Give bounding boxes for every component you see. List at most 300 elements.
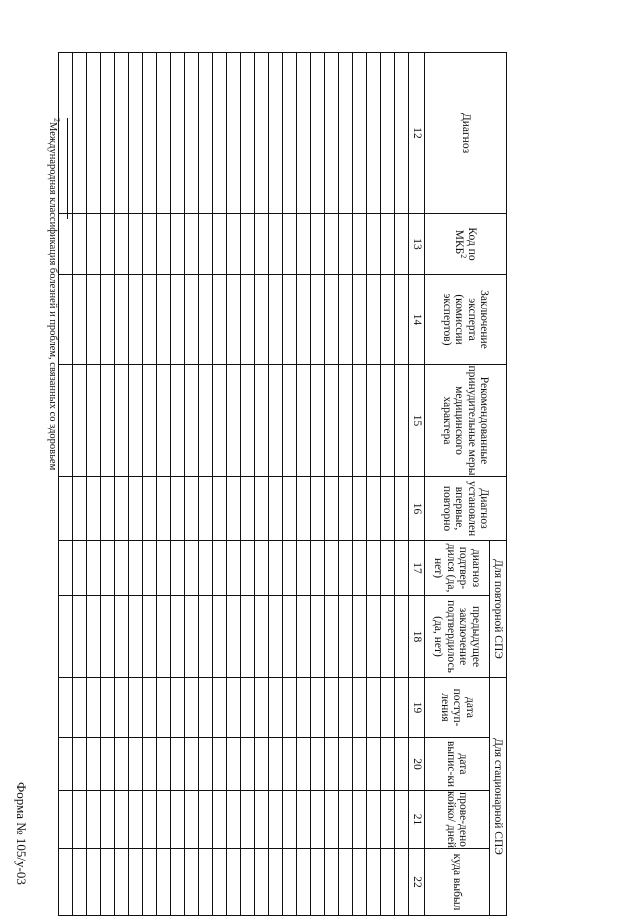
empty-cell <box>353 738 367 791</box>
empty-cell <box>87 678 101 738</box>
empty-cell <box>171 596 185 678</box>
footnote-rule <box>67 118 68 219</box>
empty-cell <box>311 791 325 849</box>
empty-cell <box>143 275 157 365</box>
empty-cell <box>157 214 171 275</box>
empty-cell <box>297 214 311 275</box>
empty-cell <box>297 791 311 849</box>
col-number: 12 <box>409 53 425 214</box>
empty-cell <box>325 596 339 678</box>
empty-cell <box>73 365 87 477</box>
table-row <box>353 53 367 916</box>
table-row <box>87 53 101 916</box>
empty-cell <box>353 541 367 596</box>
empty-cell <box>199 596 213 678</box>
empty-cell <box>255 596 269 678</box>
empty-cell <box>115 365 129 477</box>
empty-cell <box>241 596 255 678</box>
footnote: $^2$Международная классификация болезней и проблем, связанных со здоровьем <box>47 118 62 471</box>
empty-cell <box>87 275 101 365</box>
column-number-row <box>409 53 425 916</box>
empty-cell <box>241 791 255 849</box>
empty-cell <box>395 365 409 477</box>
col-number: 20 <box>409 738 425 791</box>
empty-cell <box>185 678 199 738</box>
empty-cell <box>395 53 409 214</box>
empty-cell <box>115 541 129 596</box>
empty-cell <box>115 849 129 916</box>
form-number: Форма № 105/у-03 <box>14 782 29 885</box>
table-row <box>59 53 73 916</box>
empty-cell <box>227 214 241 275</box>
empty-cell <box>381 791 395 849</box>
empty-cell <box>297 275 311 365</box>
empty-cell <box>255 678 269 738</box>
empty-cell <box>59 541 73 596</box>
col-number: 18 <box>409 596 425 678</box>
empty-cell <box>227 738 241 791</box>
empty-cell <box>381 738 395 791</box>
empty-cell <box>87 738 101 791</box>
empty-cell <box>129 791 143 849</box>
empty-cell <box>101 214 115 275</box>
empty-cell <box>59 849 73 916</box>
empty-cell <box>311 849 325 916</box>
empty-cell <box>185 53 199 214</box>
empty-cell <box>311 678 325 738</box>
empty-cell <box>325 365 339 477</box>
empty-cell <box>269 214 283 275</box>
empty-cell <box>241 678 255 738</box>
table-row <box>199 53 213 916</box>
empty-cell <box>311 477 325 541</box>
empty-cell <box>311 365 325 477</box>
empty-cell <box>157 791 171 849</box>
empty-cell <box>255 53 269 214</box>
empty-cell <box>73 477 87 541</box>
empty-cell <box>283 214 297 275</box>
empty-cell <box>199 738 213 791</box>
empty-cell <box>213 275 227 365</box>
empty-cell <box>241 275 255 365</box>
empty-cell <box>269 678 283 738</box>
empty-cell <box>353 596 367 678</box>
empty-cell <box>73 849 87 916</box>
empty-cell <box>339 596 353 678</box>
empty-cell <box>143 596 157 678</box>
empty-cell <box>367 541 381 596</box>
empty-cell <box>297 365 311 477</box>
empty-cell <box>171 849 185 916</box>
empty-cell <box>227 275 241 365</box>
empty-cell <box>353 791 367 849</box>
empty-cell <box>339 53 353 214</box>
empty-cell <box>115 738 129 791</box>
empty-cell <box>157 738 171 791</box>
col-header-destination: куда выбыл <box>425 849 490 916</box>
empty-cell <box>59 53 73 214</box>
col-number: 14 <box>409 275 425 365</box>
empty-cell <box>367 53 381 214</box>
empty-cell <box>157 678 171 738</box>
empty-cell <box>115 678 129 738</box>
empty-cell <box>115 214 129 275</box>
empty-cell <box>269 365 283 477</box>
empty-cell <box>171 678 185 738</box>
empty-cell <box>297 738 311 791</box>
empty-cell <box>241 541 255 596</box>
empty-cell <box>367 477 381 541</box>
table-row <box>227 53 241 916</box>
empty-cell <box>115 477 129 541</box>
empty-cell <box>185 541 199 596</box>
empty-cell <box>157 275 171 365</box>
col-header-previous-conclusion: предыдущее заключение подтвердилось (да, нет) <box>425 596 490 678</box>
empty-cell <box>381 275 395 365</box>
table-row <box>115 53 129 916</box>
empty-cell <box>367 214 381 275</box>
empty-cell <box>339 678 353 738</box>
empty-cell <box>101 541 115 596</box>
empty-cell <box>73 791 87 849</box>
empty-cell <box>381 53 395 214</box>
empty-cell <box>171 477 185 541</box>
empty-cell <box>115 596 129 678</box>
empty-cell <box>367 738 381 791</box>
empty-cell <box>283 849 297 916</box>
empty-cell <box>283 596 297 678</box>
empty-cell <box>213 365 227 477</box>
col-number: 21 <box>409 791 425 849</box>
empty-cell <box>395 214 409 275</box>
table-row <box>143 53 157 916</box>
empty-cell <box>311 541 325 596</box>
empty-cell <box>381 365 395 477</box>
col-header-diagnosis: Диагноз <box>425 53 507 214</box>
empty-cell <box>269 275 283 365</box>
empty-cell <box>227 53 241 214</box>
empty-cell <box>395 275 409 365</box>
empty-cell <box>59 791 73 849</box>
empty-cell <box>59 596 73 678</box>
empty-cell <box>367 849 381 916</box>
empty-cell <box>283 477 297 541</box>
empty-cell <box>353 477 367 541</box>
empty-cell <box>367 365 381 477</box>
register-table <box>58 52 507 916</box>
empty-cell <box>241 365 255 477</box>
empty-cell <box>325 541 339 596</box>
col-header-diagnosis-confirmed: диагноз подтвер-дился (да, нет) <box>425 541 490 596</box>
empty-cell <box>353 275 367 365</box>
col-number: 15 <box>409 365 425 477</box>
empty-cell <box>87 365 101 477</box>
empty-cell <box>325 791 339 849</box>
table-row <box>395 53 409 916</box>
empty-cell <box>325 214 339 275</box>
empty-cell <box>311 214 325 275</box>
empty-cell <box>129 541 143 596</box>
empty-cell <box>59 214 73 275</box>
empty-cell <box>381 596 395 678</box>
empty-cell <box>87 596 101 678</box>
empty-cell <box>101 791 115 849</box>
empty-cell <box>73 53 87 214</box>
empty-cell <box>87 477 101 541</box>
empty-cell <box>171 365 185 477</box>
empty-cell <box>325 849 339 916</box>
empty-cell <box>199 791 213 849</box>
empty-cell <box>73 596 87 678</box>
empty-cell <box>241 849 255 916</box>
empty-cell <box>129 365 143 477</box>
table-row <box>255 53 269 916</box>
empty-cell <box>227 849 241 916</box>
empty-cell <box>255 275 269 365</box>
empty-cell <box>325 477 339 541</box>
col-header-expert-conclusion: Заключение эксперта (комиссии экспертов) <box>425 275 507 365</box>
empty-cell <box>269 791 283 849</box>
empty-cell <box>171 541 185 596</box>
empty-cell <box>157 365 171 477</box>
empty-cell <box>283 541 297 596</box>
empty-cell <box>227 596 241 678</box>
empty-cell <box>381 678 395 738</box>
empty-cell <box>269 477 283 541</box>
empty-cell <box>395 791 409 849</box>
empty-cell <box>381 214 395 275</box>
empty-cell <box>199 678 213 738</box>
empty-cell <box>283 738 297 791</box>
empty-cell <box>353 53 367 214</box>
empty-cell <box>297 849 311 916</box>
empty-cell <box>73 275 87 365</box>
empty-cell <box>171 53 185 214</box>
empty-cell <box>269 849 283 916</box>
empty-cell <box>367 791 381 849</box>
empty-cell <box>59 365 73 477</box>
empty-cell <box>143 477 157 541</box>
empty-cell <box>283 791 297 849</box>
empty-cell <box>325 275 339 365</box>
empty-cell <box>269 738 283 791</box>
empty-cell <box>101 678 115 738</box>
col-header-recommended-measures: Рекомендованные принудительные меры медицинского характера <box>425 365 507 477</box>
empty-cell <box>87 214 101 275</box>
empty-cell <box>143 678 157 738</box>
empty-cell <box>87 791 101 849</box>
empty-cell <box>395 849 409 916</box>
empty-cell <box>213 214 227 275</box>
empty-cell <box>129 275 143 365</box>
empty-cell <box>395 477 409 541</box>
empty-cell <box>353 849 367 916</box>
empty-cell <box>59 477 73 541</box>
empty-cell <box>129 678 143 738</box>
empty-cell <box>115 275 129 365</box>
empty-cell <box>269 541 283 596</box>
empty-cell <box>171 738 185 791</box>
empty-cell <box>101 596 115 678</box>
empty-cell <box>129 53 143 214</box>
table-row <box>185 53 199 916</box>
empty-cell <box>199 849 213 916</box>
empty-cell <box>199 365 213 477</box>
group-header-repeat-spe: Для повторной СПЭ <box>490 541 507 678</box>
col-number: 22 <box>409 849 425 916</box>
empty-cell <box>241 53 255 214</box>
empty-cell <box>297 596 311 678</box>
col-header-discharge-date: дата выпис-ки <box>425 738 490 791</box>
empty-cell <box>283 53 297 214</box>
col-number: 16 <box>409 477 425 541</box>
col-number: 19 <box>409 678 425 738</box>
empty-cell <box>171 275 185 365</box>
empty-cell <box>185 214 199 275</box>
empty-cell <box>157 53 171 214</box>
empty-cell <box>339 275 353 365</box>
empty-cell <box>199 541 213 596</box>
empty-cell <box>297 541 311 596</box>
empty-cell <box>227 477 241 541</box>
empty-cell <box>367 678 381 738</box>
empty-cell <box>381 477 395 541</box>
table-row <box>311 53 325 916</box>
empty-cell <box>73 738 87 791</box>
empty-cell <box>171 214 185 275</box>
empty-cell <box>129 849 143 916</box>
col-number: 13 <box>409 214 425 275</box>
empty-cell <box>395 541 409 596</box>
empty-cell <box>87 849 101 916</box>
empty-cell <box>115 791 129 849</box>
empty-cell <box>339 849 353 916</box>
empty-cell <box>339 541 353 596</box>
table-row <box>157 53 171 916</box>
empty-cell <box>283 678 297 738</box>
empty-cell <box>283 365 297 477</box>
empty-cell <box>185 738 199 791</box>
empty-cell <box>255 214 269 275</box>
empty-cell <box>339 791 353 849</box>
empty-cell <box>143 849 157 916</box>
empty-cell <box>339 738 353 791</box>
empty-cell <box>199 214 213 275</box>
empty-cell <box>339 477 353 541</box>
empty-cell <box>143 541 157 596</box>
empty-cell <box>115 53 129 214</box>
empty-cell <box>157 849 171 916</box>
empty-cell <box>199 275 213 365</box>
table-row <box>325 53 339 916</box>
empty-cell <box>59 738 73 791</box>
empty-cell <box>311 275 325 365</box>
col-number: 17 <box>409 541 425 596</box>
table-row <box>241 53 255 916</box>
empty-cell <box>73 214 87 275</box>
empty-cell <box>255 791 269 849</box>
empty-cell <box>199 53 213 214</box>
empty-cell <box>199 477 213 541</box>
empty-cell <box>101 365 115 477</box>
empty-cell <box>171 791 185 849</box>
empty-cell <box>339 365 353 477</box>
empty-cell <box>395 678 409 738</box>
empty-cell <box>227 541 241 596</box>
empty-cell <box>353 678 367 738</box>
empty-cell <box>185 365 199 477</box>
table-row <box>339 53 353 916</box>
empty-cell <box>213 477 227 541</box>
empty-cell <box>143 738 157 791</box>
empty-cell <box>325 738 339 791</box>
empty-cell <box>185 477 199 541</box>
table-row <box>101 53 115 916</box>
empty-cell <box>101 477 115 541</box>
empty-cell <box>255 738 269 791</box>
empty-cell <box>101 275 115 365</box>
empty-cell <box>311 53 325 214</box>
table-row <box>129 53 143 916</box>
table-row <box>283 53 297 916</box>
group-header-inpatient-spe: Для стационарной СПЭ <box>490 678 507 916</box>
empty-cell <box>213 678 227 738</box>
empty-cell <box>269 53 283 214</box>
col-header-bed-days: прове-дено койко/ дней <box>425 791 490 849</box>
col-header-diagnosis-established: Диагноз установлен впервые, повторно <box>425 477 507 541</box>
empty-cell <box>353 365 367 477</box>
empty-cell <box>59 678 73 738</box>
empty-cell <box>157 596 171 678</box>
empty-cell <box>241 738 255 791</box>
empty-cell <box>255 849 269 916</box>
table-row <box>73 53 87 916</box>
table-row <box>269 53 283 916</box>
empty-cell <box>269 596 283 678</box>
empty-cell <box>213 849 227 916</box>
empty-cell <box>241 477 255 541</box>
empty-cell <box>87 541 101 596</box>
empty-cell <box>185 275 199 365</box>
table-row <box>381 53 395 916</box>
empty-cell <box>311 596 325 678</box>
empty-cell <box>213 791 227 849</box>
empty-cell <box>213 596 227 678</box>
empty-cell <box>227 791 241 849</box>
empty-cell <box>59 275 73 365</box>
col-header-icd-code: Код по МКБ$^2$ <box>425 214 507 275</box>
empty-cell <box>227 365 241 477</box>
empty-cell <box>311 738 325 791</box>
empty-cell <box>143 365 157 477</box>
empty-cell <box>143 791 157 849</box>
empty-cell <box>395 738 409 791</box>
empty-cell <box>297 477 311 541</box>
empty-cell <box>101 738 115 791</box>
empty-cell <box>325 678 339 738</box>
empty-cell <box>367 596 381 678</box>
empty-cell <box>157 541 171 596</box>
empty-cell <box>185 596 199 678</box>
empty-cell <box>367 275 381 365</box>
empty-cell <box>213 541 227 596</box>
empty-cell <box>395 596 409 678</box>
empty-cell <box>185 849 199 916</box>
col-header-admission-date: дата поступ-ления <box>425 678 490 738</box>
empty-cell <box>213 53 227 214</box>
empty-cell <box>227 678 241 738</box>
empty-cell <box>87 53 101 214</box>
